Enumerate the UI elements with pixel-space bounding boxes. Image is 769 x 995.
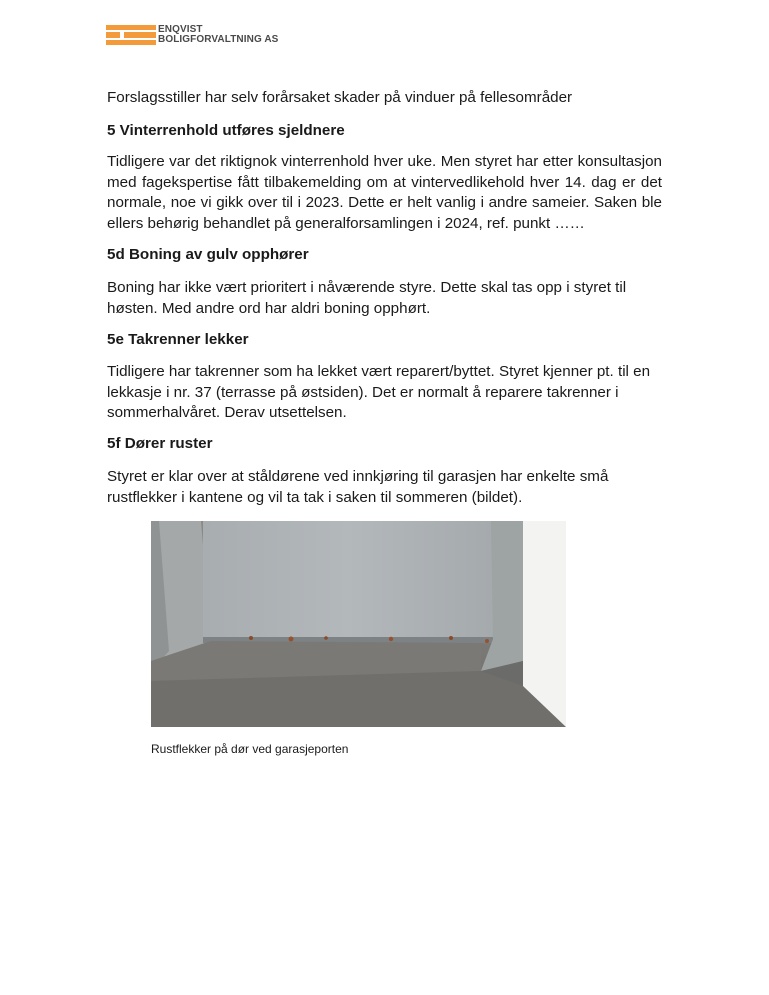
section-heading-5f: 5f Dører ruster (107, 435, 213, 452)
section-heading-5: 5 Vinterrenhold utføres sjeldnere (107, 122, 345, 139)
rusty-door-photo (151, 521, 566, 727)
logo-line-2: BOLIGFORVALTNING AS (158, 34, 279, 45)
section-body-5f: Styret er klar over at ståldørene ved innkjøring til garasjen har enkelte små rustflekker i kantene og vil ta tak i saken til sommeren (bildet). (107, 468, 609, 506)
section-heading-5e: 5e Takrenner lekker (107, 331, 249, 348)
section-body-5e: Tidligere har takrenner som ha lekket vært reparert/byttet. Styret kjenner pt. til en lekkasje i nr. 37 (terrasse på østsiden). Det er normalt å reparere takrenner i sommerhalvåret. Derav utsettelsen. (107, 363, 651, 421)
logo-line-1: ENQVIST (158, 24, 203, 35)
logo-text (158, 25, 278, 45)
company-logo (106, 25, 278, 45)
section-body-5d: Boning har ikke vært prioritert i nåværende styre. Dette skal tas opp i styret til høsten. Med andre ord har aldri boning opphørt. (107, 279, 627, 317)
logo-mark-icon (106, 25, 156, 45)
section-heading-5d: 5d Boning av gulv opphører (107, 246, 309, 263)
photo-caption: Rustflekker på dør ved garasjeporten (151, 742, 349, 756)
intro-paragraph: Forslagsstiller har selv forårsaket skader på vinduer på fellesområder (107, 89, 573, 106)
section-body-5: Tidligere var det riktignok vinterrenhold hver uke. Men styret har etter konsultasjon med fagekspertise fått tilbakemelding om at vintervedlikehold hver 14. dag er det normale, noe vi gikk over til i 2023. Dette er helt vanlig i andre sameier. Saken ble ellers behørig behandlet på generalforsamlingen i 2024, ref. punkt …… (107, 153, 662, 232)
